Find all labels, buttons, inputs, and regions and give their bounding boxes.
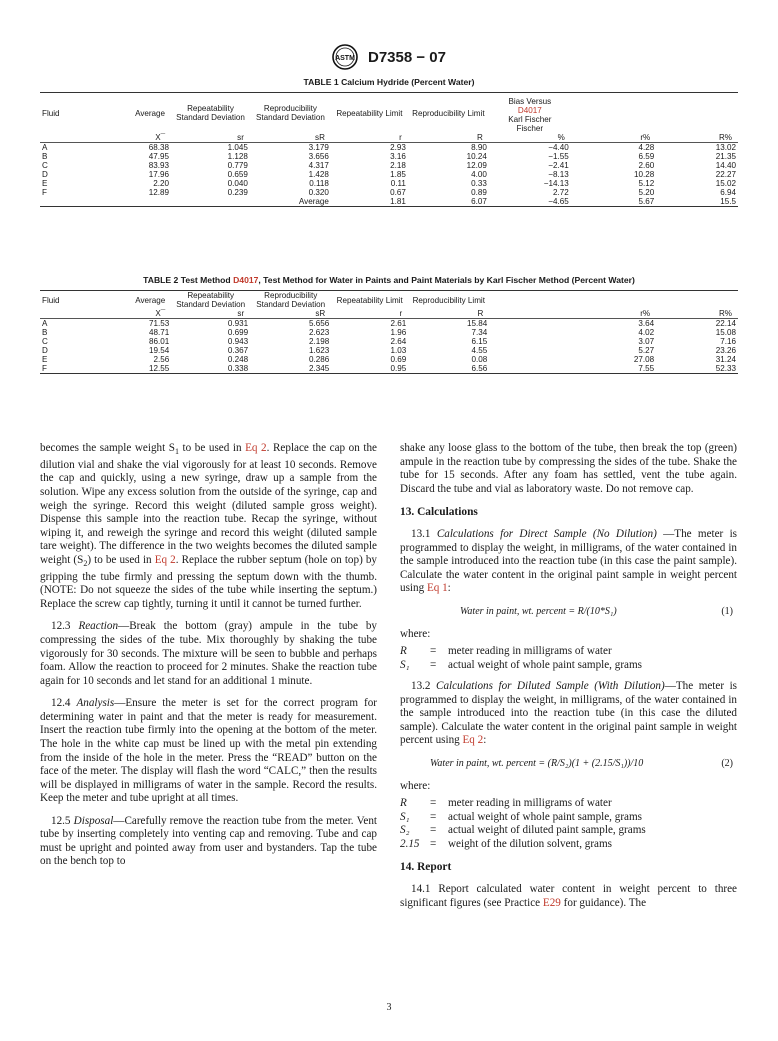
section-14-heading: 14. Report: [400, 861, 452, 874]
t1-h-repeat-limit: Repeatability Limit: [336, 108, 403, 118]
table2-cell: 2.56: [153, 355, 170, 364]
eq1-link[interactable]: Eq 1: [426, 582, 448, 595]
table2-cell: 7.16: [720, 337, 736, 346]
table1-cell: −1.55: [548, 152, 569, 161]
where-definition: weight of the dilution solvent, grams: [448, 837, 612, 850]
table2-cell: 5.656: [308, 319, 330, 328]
table1-cell: 0.040: [227, 179, 248, 188]
table1-cell: −8.13: [548, 170, 569, 179]
table2-cell: 19.54: [148, 346, 170, 355]
table1-cell: 0.67: [390, 188, 406, 197]
table1-cell: Average: [298, 197, 329, 206]
t1-h-rpct: [571, 93, 657, 134]
t1-h-average: Average: [135, 108, 166, 118]
designation: D7358 − 07: [368, 48, 446, 66]
table1-cell: 5.20: [638, 188, 655, 197]
table1-cell: 0.239: [227, 188, 248, 197]
where-equals: =: [430, 824, 437, 837]
t1-h-fluid: Fluid: [42, 108, 60, 118]
table1-cell: 17.96: [148, 170, 170, 179]
table1-cell: 2.60: [638, 161, 655, 170]
table2-cell: 3.07: [638, 337, 655, 346]
table1-row: [40, 188, 738, 197]
t1-symbol: X¯: [155, 133, 166, 142]
table2-cell: C: [42, 337, 48, 346]
t2-symbol: [40, 309, 91, 319]
table2-cell: 0.69: [390, 355, 407, 364]
table1-cell: 1.128: [227, 152, 248, 161]
table2-row: [40, 364, 738, 374]
table1-cell: 0.320: [308, 188, 329, 197]
table1-cell: B: [42, 152, 48, 161]
where-1: where:: [400, 628, 431, 641]
table1-cell: 22.27: [715, 170, 736, 179]
table1-cell: D: [42, 170, 48, 179]
table1-cell: 2.20: [153, 179, 170, 188]
para-14-1: 14.1 Report calculated water content in weight percent to three significant figures (see Practice E29 for guidance). The: [400, 883, 737, 909]
table1-cell: 12.89: [148, 188, 170, 197]
table1-cell: 8.90: [471, 143, 487, 152]
equation-2: Water in paint, wt. percent = (R/S₂)(1 + (2.15/S₁))/10 (2): [430, 757, 733, 769]
t1-h-reprod-limit: Reproducibility Limit: [412, 108, 485, 118]
table2-cell: D: [42, 346, 48, 355]
table2-cell: 1.623: [308, 346, 330, 355]
logo-text: ASTM: [335, 55, 355, 62]
t2-symbol: R: [477, 309, 484, 318]
right-column: [400, 442, 737, 919]
where-definition: meter reading in milligrams of water: [448, 797, 612, 810]
table2-cell: 15.84: [467, 319, 488, 328]
where-definition: actual weight of whole paint sample, grams: [448, 810, 642, 823]
table2-cell: E: [42, 355, 48, 364]
t2-symbol: sR: [315, 309, 326, 318]
t1-h-bias-link[interactable]: D4017: [517, 106, 542, 115]
where-symbol: R: [400, 797, 407, 810]
t2-symbol: r: [399, 309, 403, 318]
table1-cell: 0.118: [309, 179, 329, 188]
table1-cell: 2.18: [390, 161, 406, 170]
table2-row: [40, 346, 738, 355]
table1-cell: 6.07: [471, 197, 487, 206]
table2-row: [40, 355, 738, 364]
table2-title-post: , Test Method for Water in Paints and Paint Materials by Karl Fischer Method (Percent Water): [258, 275, 635, 285]
table1-row: [40, 152, 738, 161]
table2-cell: 3.64: [638, 319, 655, 328]
table2-cell: B: [42, 328, 48, 337]
where-equals: =: [430, 797, 437, 810]
table1-cell: 21.35: [715, 152, 736, 161]
t1-h-Rpct: [656, 93, 738, 134]
table2-cell: 0.248: [227, 355, 249, 364]
table1-cell: [40, 197, 91, 207]
table2-cell: 31.24: [715, 355, 736, 364]
table1-row: [40, 170, 738, 179]
table1-cell: 12.09: [466, 161, 487, 170]
where-symbol: S₁: [400, 810, 410, 823]
table1-cell: 4.00: [471, 170, 487, 179]
where-definition: actual weight of diluted paint sample, grams: [448, 824, 646, 837]
where-item: [400, 797, 737, 811]
table1-cell: −2.41: [548, 161, 569, 170]
where-symbol: S₁: [400, 658, 410, 671]
t1-symbol: r: [399, 133, 402, 142]
table1-cell: 0.33: [471, 179, 487, 188]
where-item: [400, 824, 737, 838]
t2-symbol: sr: [237, 309, 245, 318]
table1-cell: 6.59: [638, 152, 655, 161]
table1-cell: 2.72: [553, 188, 569, 197]
table2-cell: 0.286: [308, 355, 330, 364]
table2-title-pre: TABLE 2 Test Method: [143, 275, 234, 285]
table2-cell: 4.55: [471, 346, 488, 355]
table2: [40, 290, 738, 374]
t1-symbol: R%: [718, 133, 732, 142]
table1-row: [40, 143, 738, 153]
table1-cell: E: [42, 179, 48, 188]
where-symbol: 2.15: [400, 837, 420, 850]
t1-symbol: sR: [315, 133, 325, 142]
table2-cell: F: [42, 364, 47, 373]
left-column: [40, 442, 377, 878]
table2-cell: 0.943: [227, 337, 249, 346]
table1-cell: 1.428: [308, 170, 329, 179]
table2-title-link[interactable]: D4017: [233, 275, 259, 285]
right-para-1: shake any loose glass to the bottom of the tube, then break the top (green) ampule in the reaction tube by compressing the sides of the tube. Shake the tube for 15 seconds. After any foam has settled, vent the tube again. Discard the tube and vial as laboratory waste. Do not remove cap.: [400, 442, 737, 495]
table1-cell: 68.38: [148, 143, 170, 152]
t2-h-repeat-sd: Repeatability Standard Deviation: [176, 291, 246, 309]
eq2-link-3[interactable]: Eq 2: [462, 734, 484, 747]
table2-row: [40, 319, 738, 329]
table1-row: [40, 179, 738, 188]
table2-cell: 1.03: [390, 346, 407, 355]
t2-h-average: Average: [135, 295, 166, 305]
table1-cell: A: [42, 143, 48, 152]
table2-cell: 52.33: [715, 364, 736, 373]
table1-cell: 14.40: [715, 161, 736, 170]
table1-cell: 10.28: [634, 170, 655, 179]
table2-cell: 0.367: [227, 346, 249, 355]
t1-symbol: sr: [237, 133, 244, 142]
where-item: [400, 838, 737, 852]
t1-h-bias-l4: Fischer: [516, 124, 544, 133]
table1: [40, 92, 738, 207]
t1-symbol: %: [557, 133, 565, 142]
eq2-link[interactable]: Eq 2: [245, 442, 267, 454]
table1-cell: C: [42, 161, 48, 170]
table2-cell: 2.345: [308, 364, 330, 373]
eq2-link-2[interactable]: Eq 2: [154, 553, 176, 566]
table2-cell: 12.55: [148, 364, 170, 373]
table2-cell: 15.08: [715, 328, 736, 337]
table1-cell: 0.659: [227, 170, 248, 179]
t2-symbol: R%: [718, 309, 732, 318]
where-equals: =: [430, 644, 437, 657]
table1-cell: [91, 197, 171, 207]
table2-cell: 0.95: [390, 364, 407, 373]
table2-cell: 2.198: [308, 337, 330, 346]
t1-h-reprod-sd: Reproducibility Standard Deviation: [255, 104, 325, 122]
table1-cell: 2.93: [390, 143, 406, 152]
where-2: where:: [400, 780, 431, 793]
t2-h-reprod-limit: Reproducibility Limit: [412, 295, 485, 305]
t2-symbol: X¯: [155, 309, 166, 318]
table2-cell: 2.623: [308, 328, 330, 337]
where-2-list: [400, 797, 737, 851]
t1-h-bias-l1: Bias Versus: [508, 97, 552, 106]
table1-cell: 6.94: [720, 188, 736, 197]
table1-cell: −14.13: [543, 179, 569, 188]
where-symbol: R: [400, 644, 407, 657]
table2-cell: 48.71: [148, 328, 170, 337]
table2-cell: 5.27: [638, 346, 655, 355]
where-item: [400, 645, 737, 659]
t1-symbol: [40, 133, 91, 143]
table1-cell: 5.12: [638, 179, 655, 188]
equation-1: Water in paint, wt. percent = R/(10*S₁) (1): [460, 605, 733, 617]
para-13-1: 13.1 Calculations for Direct Sample (No Dilution) —The meter is programmed to display the weight, in milligrams, of the water contained in the sample introduced into the reaction tube (in this case the paint sample). Calculate the water content in the original paint sample in weight percent using Eq 1:: [400, 527, 738, 595]
table1-cell: 3.179: [308, 143, 329, 152]
table2-row: [40, 337, 738, 346]
table1-cell: 3.16: [390, 152, 406, 161]
table2-cell: 71.53: [148, 319, 170, 328]
table2-row: [40, 328, 738, 337]
table2-cell: 7.55: [638, 364, 655, 373]
section-13-heading: 13. Calculations: [400, 506, 478, 519]
table1-cell: −4.65: [548, 197, 569, 206]
left-para-1: becomes the sample weight $S_1$ to be used in Eq 2. Replace the cap on the dilution vial and shake the vial vigorously for at least 10 seconds. Remove the cap and quickly, using a new syringe, draw up a sample from the solution. Wipe any excess solution from the outside of the syringe, cap and weigh the syringe. Record this weight (diluted sample gross weight). Dispense this sample into the reaction tube. Recap the syringe, without wiping it, and reweigh the syringe and record this weight (diluted sample tare weight). The difference in the two weights becomes the diluted sample weight $(S_2)$ to be used in Eq 2. Replace the rubber septum (hole on top) by gripping the tube firmly and pressing the septum down with the thumb. (NOTE: Do not squeeze the sides of the tube while inserting the septum.) Replace the screw cap tightly, turning it until it cannot be turned further.: [40, 442, 377, 610]
where-equals: =: [430, 658, 437, 671]
table1-cell: 13.02: [715, 143, 736, 152]
table1-cell: 0.11: [390, 179, 406, 188]
table2-cell: 0.699: [227, 328, 249, 337]
t1-h-repeat-sd: Repeatability Standard Deviation: [176, 104, 245, 122]
t2-symbol: r%: [640, 309, 651, 318]
e29-link[interactable]: E29: [542, 896, 561, 909]
table2-cell: 2.61: [390, 319, 407, 328]
where-item: [400, 811, 737, 825]
table1-row: [40, 197, 738, 207]
t2-h-reprod-sd: Reproducibility Standard Deviation: [256, 291, 326, 309]
table1-cell: −4.40: [548, 143, 569, 152]
t2-h-repeat-limit: Repeatability Limit: [336, 295, 403, 305]
where-item: [400, 659, 737, 673]
where-definition: actual weight of whole paint sample, grams: [448, 658, 642, 671]
table2-cell: 1.96: [390, 328, 407, 337]
table1-cell: 47.95: [148, 152, 170, 161]
table2-cell: 6.56: [471, 364, 488, 373]
t1-symbol: R: [477, 133, 483, 142]
table2-cell: 23.26: [715, 346, 736, 355]
t1-h-bias-l3: Karl Fischer: [508, 115, 552, 124]
table2-cell: 22.14: [715, 319, 736, 328]
table2-cell: A: [42, 319, 48, 328]
table1-cell: 83.93: [148, 161, 170, 170]
astm-logo-icon: [332, 44, 358, 70]
para-12-3: 12.3 Reaction—Break the bottom (gray) ampule in the tube by compressing the sides of the tube. Mix thoroughly by shaking the tube vigorously for 30 seconds. The mixture will be seen to bubble and perhaps foam. Allow the reaction to proceed for 2 minutes. Shake the reaction tube again for 10 seconds and let stand for an additional 1 minute.: [40, 620, 378, 687]
table1-cell: 15.02: [715, 179, 736, 188]
table1-cell: 0.89: [471, 188, 487, 197]
para-13-2: 13.2 Calculations for Diluted Sample (With Dilution)—The meter is programmed to display the weight, in milligrams, of the water contained in the sample introduced into the reaction tube (in this case the diluted sample). Calculate the water content in the original paint sample in weight percent using Eq 2:: [400, 680, 737, 747]
t2-h-fluid: Fluid: [42, 295, 60, 305]
table2-title: [0, 275, 778, 285]
table2-cell: 27.08: [633, 355, 655, 364]
table1-cell: 4.317: [308, 161, 329, 170]
table2-cell: 7.34: [471, 328, 488, 337]
table2-cell: 0.08: [471, 355, 488, 364]
table1-cell: 5.67: [638, 197, 655, 206]
where-definition: meter reading in milligrams of water: [448, 644, 612, 657]
table2-cell: 2.64: [390, 337, 407, 346]
table1-cell: 3.656: [308, 152, 329, 161]
page-header: [0, 44, 778, 70]
table1-cell: 1.81: [390, 197, 406, 206]
table1-cell: 10.24: [466, 152, 487, 161]
where-equals: =: [430, 837, 437, 850]
table1-cell: 0.779: [227, 161, 248, 170]
table2-cell: 0.931: [227, 319, 249, 328]
t1-symbol: r%: [640, 133, 651, 142]
table1-cell: 4.28: [638, 143, 655, 152]
table2-cell: 6.15: [471, 337, 488, 346]
where-equals: =: [430, 810, 437, 823]
table1-title: TABLE 1 Calcium Hydride (Percent Water): [303, 77, 475, 87]
t1-h-bias: [489, 93, 571, 134]
where-symbol: S₂: [400, 824, 410, 837]
table1-cell: [171, 197, 250, 207]
table2-cell: 4.02: [638, 328, 655, 337]
table2-cell: 86.01: [148, 337, 170, 346]
table1-cell: 15.5: [720, 197, 736, 206]
page-number: 3: [386, 1002, 392, 1013]
para-12-5: 12.5 Disposal—Carefully remove the reaction tube from the meter. Vent tube by inserting completely into venting cap and removing. Tube and cap must be upright and pointed away from user and bystanders. Tap the tube on the bench top to: [40, 814, 377, 868]
table2-cell: 0.338: [227, 364, 249, 373]
table1-cell: F: [42, 188, 47, 197]
where-1-list: [400, 645, 737, 672]
table1-cell: 1.85: [390, 170, 406, 179]
para-12-4: 12.4 Analysis—Ensure the meter is set for the correct program for determining water in paint and that the meter is ready for measurement. Insert the reaction tube firmly into the opening at the bottom of the meter. The hole in the white cap must be lined up with the metal pin extending from the inside of the hole in the meter. Press the “READ” button on the face of the meter. The display will flash the word “CALC,” then the results will be displayed in milligrams of water in the sample. Record the results. Keep the meter and tube upright at all times.: [40, 697, 378, 805]
table1-cell: 1.045: [227, 143, 248, 152]
table1-row: [40, 161, 738, 170]
